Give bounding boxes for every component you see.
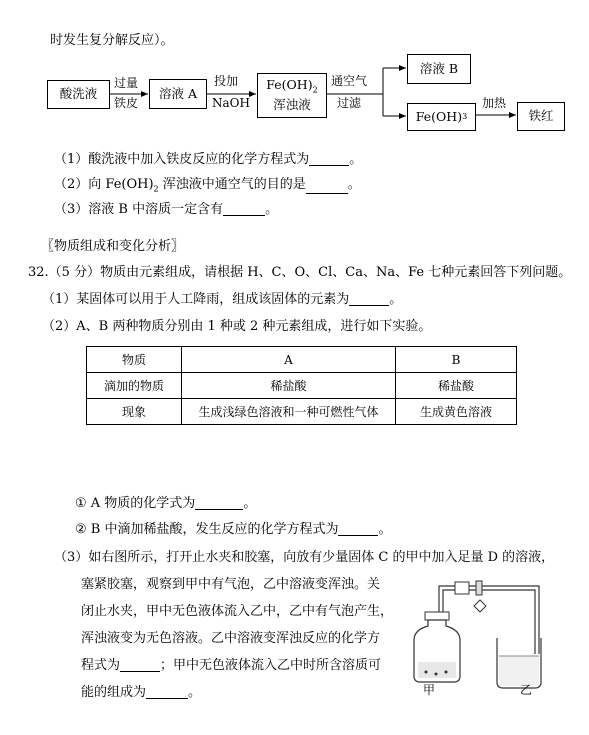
flow-box-solution-b: 溶液 B	[407, 54, 471, 84]
question-2: （2）向 $Fe(OH)_2$ 浑浊液中通空气的目的是 。	[54, 177, 361, 194]
flask-liquid	[418, 662, 456, 678]
flow-arrow5-top-label: 加热	[482, 96, 507, 110]
flow-arrow2-bottom-label: NaOH	[212, 96, 250, 110]
answer-blank[interactable]	[338, 535, 378, 536]
flow-box-iron-red: 铁红	[517, 102, 565, 131]
flow-arrows	[0, 0, 589, 140]
q32-part3-line2: 塞紧胶塞，观察到甲中有气泡，乙中溶液变浑浊。关	[81, 577, 381, 592]
q32-part2: （2）A、B 两种物质分别由 1 种或 2 种元素组成，进行如下实验。	[42, 319, 432, 334]
table-cell: 生成浅绿色溶液和一种可燃性气体	[182, 399, 396, 425]
flow-box-pickling-liquid: 酸洗液	[47, 80, 110, 109]
beaker-liquid	[499, 656, 539, 686]
flow-box-feoh2-formula: $Fe(OH)_2$	[266, 77, 318, 95]
table-row	[87, 399, 517, 425]
q32-part3-line3: 闭止水夹，甲中无色液体流入乙中，乙中有气泡产生，	[81, 604, 394, 619]
q32-sub2: ② B 中滴加稀盐酸，发生反应的化学方程式为 。	[75, 522, 392, 537]
answer-blank[interactable]	[223, 215, 265, 216]
question-3: （3）溶液 B 中溶质一定含有 。	[54, 202, 279, 217]
flow-arrow1-bottom-label: 铁皮	[114, 96, 139, 110]
section-title: 〖物质组成和变化分析〗	[41, 239, 185, 254]
experiment-table	[86, 346, 517, 425]
q32-part3-line4: 浑浊液变为无色溶液。乙中溶液变浑浊反应的化学方	[81, 631, 381, 646]
answer-blank[interactable]	[195, 509, 243, 510]
q32-sub1: ① A 物质的化学式为 。	[75, 496, 257, 511]
q32-stem: 32.（5 分）物质由元素组成，请根据 H、C、O、Cl、Ca、Na、Fe 七种元素回答下列问题。	[28, 265, 572, 280]
table-header-cell: 物质	[87, 347, 182, 373]
answer-blank[interactable]	[146, 698, 188, 699]
q32-part1: （1）某固体可以用于人工降雨，组成该固体的元素为 。	[42, 292, 403, 307]
table-header-row	[87, 347, 517, 373]
q32-part3-line5: 程式为 ；甲中无色液体流入乙中时所含溶质可	[81, 658, 382, 673]
flow-box-feoh3: Fe(OH) 3	[407, 103, 476, 131]
table-header-cell: A	[182, 347, 396, 373]
clip-handle	[476, 581, 482, 595]
label-yi: 乙	[520, 683, 533, 697]
answer-blank[interactable]	[349, 305, 389, 306]
funnel-valve-icon	[474, 600, 486, 612]
answer-blank[interactable]	[309, 165, 349, 166]
answer-blank[interactable]	[306, 193, 348, 194]
table-cell: 生成黄色溶液	[396, 399, 517, 425]
flow-arrow2-top-label: 投加	[214, 74, 239, 88]
label-jia: 甲	[423, 683, 436, 697]
table-cell: 现象	[87, 399, 182, 425]
table-cell: 稀盐酸	[182, 373, 396, 399]
answer-blank[interactable]	[120, 671, 160, 672]
apparatus-diagram	[412, 578, 552, 698]
q32-part3-line1: （3）如右图所示，打开止水夹和胶塞，向放有少量固体 C 的甲中加入足量 D 的溶液，	[54, 550, 555, 565]
flow-arrow3-bottom-label: 过滤	[337, 96, 362, 110]
rubber-stopper	[425, 612, 449, 620]
solid-c-particle	[445, 671, 448, 674]
intro-text: 时发生复分解反应）。	[50, 33, 174, 48]
solid-c-particle	[425, 671, 428, 674]
flow-arrow3-top-label: 通空气	[331, 74, 368, 88]
table-cell: 滴加的物质	[87, 373, 182, 399]
flow-arrow1-top-label: 过量	[114, 76, 139, 90]
flow-box-feoh2-label: 浑浊液	[273, 96, 311, 112]
flow-box-solution-a: 溶液 A	[149, 79, 207, 109]
q32-part3-line6: 能的组成为 。	[81, 685, 202, 700]
solid-c-particle	[435, 673, 438, 676]
table-row	[87, 373, 517, 399]
table-cell: 稀盐酸	[396, 373, 517, 399]
water-stop-clip	[455, 582, 469, 594]
question-1: （1）酸洗液中加入铁皮反应的化学方程式为 。	[54, 152, 363, 167]
table-header-cell: B	[396, 347, 517, 373]
